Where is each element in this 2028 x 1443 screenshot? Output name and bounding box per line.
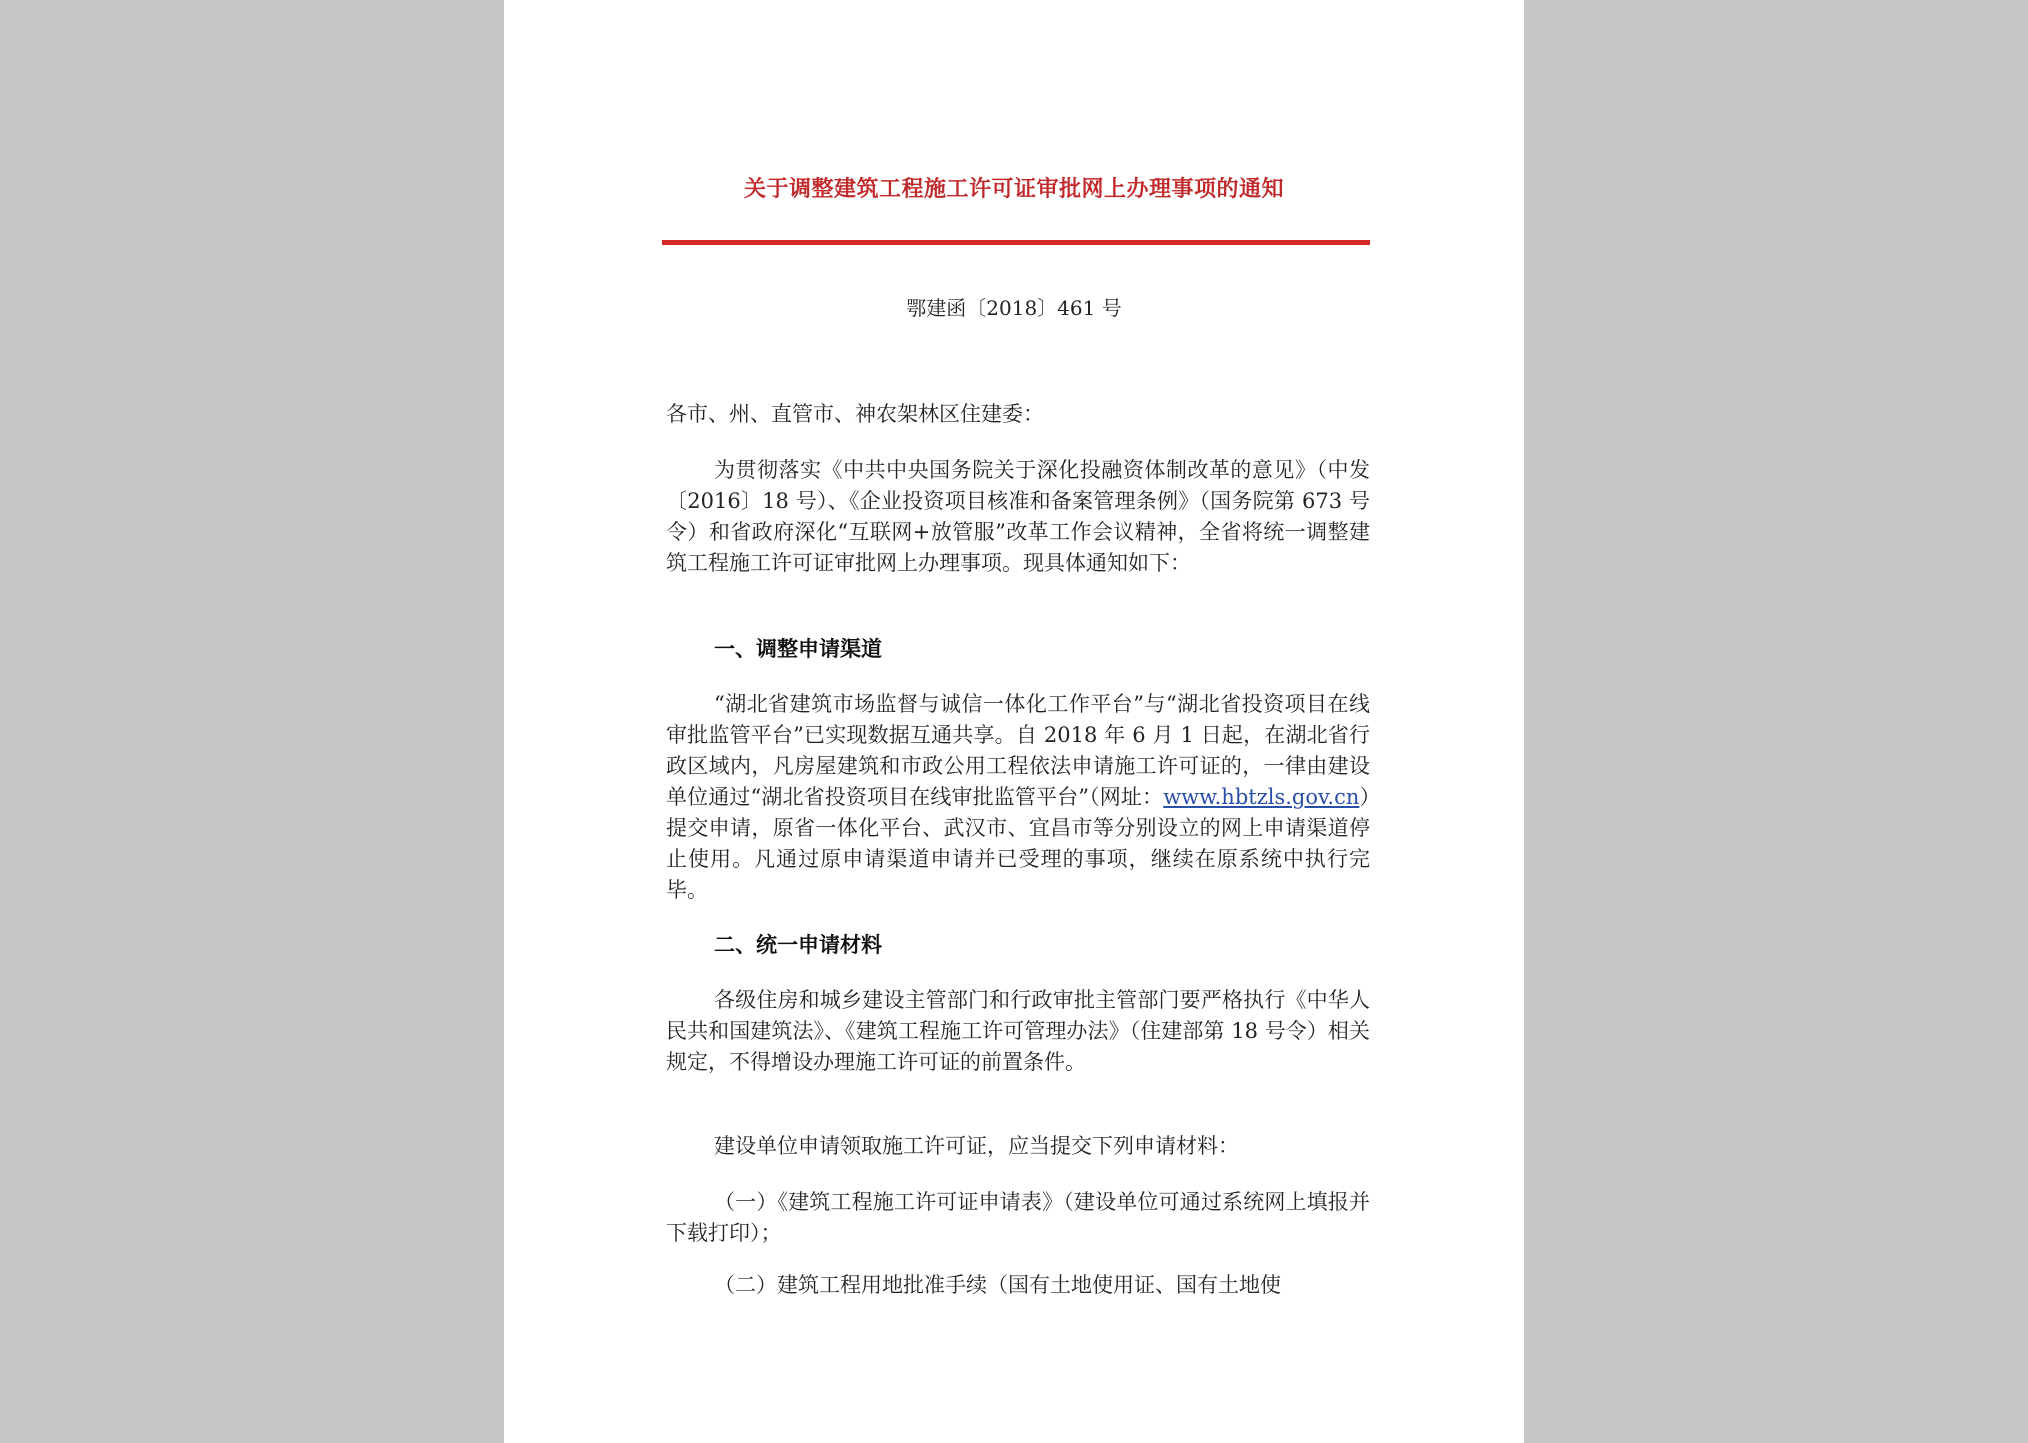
document-number: 鄂建函〔2018〕461 号 [906,296,1122,320]
section-heading-2: 二、统一申请材料 [714,932,882,957]
section-2-paragraph-1: 各级住房和城乡建设主管部门和行政审批主管部门要严格执行《中华人民共和国建筑法》、《建筑工程施工许可管理办法》（住建部第 18 号令）相关规定，不得增设办理施工许可证的前置条件。 [666,988,1370,1074]
list-item-2: （二）建筑工程用地批准手续（国有土地使用证、国有土地使 [714,1273,1281,1297]
website-link[interactable]: www.hbtzls.gov.cn [1163,785,1360,809]
document-page [504,0,1524,1443]
intro-paragraph: 为贯彻落实《中共中央国务院关于深化投融资体制改革的意见》（中发〔2016〕18 号）、《企业投资项目核准和备案管理条例》（国务院第 673 号令）和省政府深化“互联网+放管服”改革工作会议精神，全省将统一调整建筑工程施工许可证审批网上办理事项。现具体通知如下： [666,458,1370,575]
document-title: 关于调整建筑工程施工许可证审批网上办理事项的通知 [743,176,1284,202]
section-1-text-after-link: ）提交申请，原省一体化平台、武汉市、宜昌市等分别设立的网上申请渠道停止使用。凡通过原申请渠道申请并已受理的事项，继续在原系统中执行完毕。 [666,785,1370,902]
list-item-1: （一）《建筑工程施工许可证申请表》（建设单位可通过系统网上填报并下载打印）； [666,1190,1370,1245]
section-1-paragraph [666,689,1370,906]
salutation: 各市、州、直管市、神农架林区住建委： [666,402,1044,426]
title-divider [662,240,1370,245]
section-2-paragraph-2: 建设单位申请领取施工许可证，应当提交下列申请材料： [714,1134,1239,1158]
section-1-text-before-link: “湖北省建筑市场监督与诚信一体化工作平台”与“湖北省投资项目在线审批监管平台”已实现数据互通共享。自 2018 年 6 月 1 日起，在湖北省行政区域内，凡房屋建筑和市政公用工程依法申请施工许可证的，一律由建设单位通过“湖北省投资项目在线审批监管平台”（网址： [666,692,1370,809]
section-heading-1: 一、调整申请渠道 [714,636,882,661]
